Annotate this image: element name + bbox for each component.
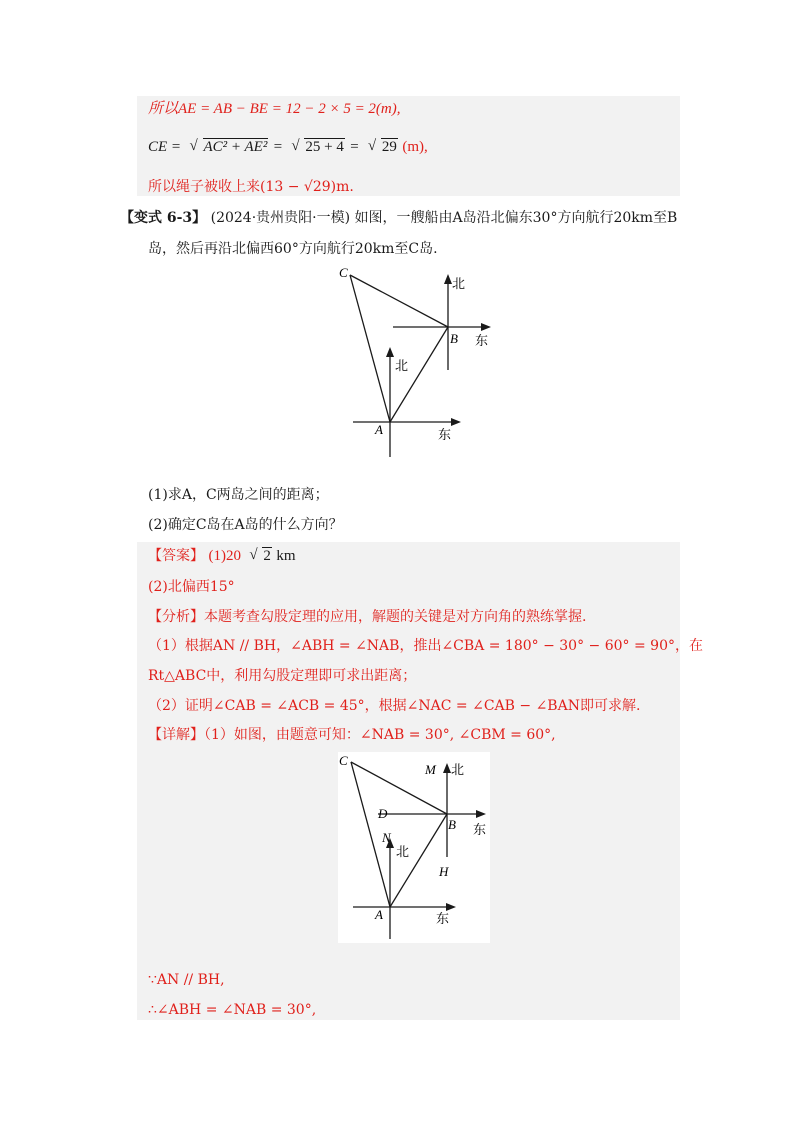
analysis-line-2 [148,636,703,656]
fig2-north-top: 北 [451,762,465,777]
answer-1-unit: km [276,548,296,564]
rope-result: 所以绳子被收上来(13 − √29)m. [148,179,354,195]
analysis-intro: 本题考查勾股定理的应用，解题的关键是对方向角的熟练掌握. [204,609,587,625]
analysis-line-4 [148,696,640,716]
analysis-line-1 [148,607,586,627]
fig2-east-b: 东 [473,822,487,837]
answer-line-1 [148,546,296,566]
sqrt-25-4: √ 25 + 4 [291,138,344,155]
answer-2: (2)北偏西15° [148,579,235,595]
fig1-label-b: B [450,331,458,346]
fig1-north-b: 北 [452,276,466,291]
arrow-a-east2 [446,903,456,911]
problem-line-2 [148,239,438,259]
detail-label: 【详解】 [148,727,204,743]
problem-source: (2024·贵州贵阳·一模) [210,210,351,226]
arrow-m-north [443,763,451,773]
detail-text-1: （1）如图，由题意可知：∠NAB = 30°, ∠CBM = 60°, [204,727,556,743]
fig1-label-c: C [339,265,348,280]
fig2-label-m: M [425,762,436,777]
analysis-p2: （2）证明∠CAB = ∠ACB = 45°，根据∠NAC = ∠CAB − ∠BAN即可求解. [148,698,641,714]
analysis-label: 【分析】 [148,609,204,625]
solution-line-ce [148,137,428,157]
fig2-label-b: B [448,817,456,832]
analysis-p1b: Rt△ABC中，利用勾股定理即可求出距离； [148,668,417,684]
detail-line-2 [148,970,225,990]
answer-1-sqrt: √ 2 [249,547,271,564]
fig1-east-a: 东 [438,427,452,442]
detail-text-3: ∴∠ABH = ∠NAB = 30°, [148,1002,317,1018]
problem-text-2: 岛，然后再沿北偏西60°方向航行20km至C岛. [148,241,438,257]
ae-equation: 所以AE = AB − BE = 12 − 2 × 5 = 2(m), [148,101,401,117]
ce-eq2: = [272,139,283,155]
sqrt-29: √ 29 [367,138,397,155]
segment-ca [350,275,390,422]
fig2-east-a: 东 [436,911,450,926]
detail-text-2: ∵AN // BH, [148,972,225,988]
arrow-b-north [444,274,452,284]
detail-line-1 [148,725,556,745]
problem-line-1 [120,208,677,228]
fig1-north-a: 北 [395,358,409,373]
arrow-a-north [386,347,394,357]
fig2-label-n: N [382,830,391,845]
ce-eq3: = [349,139,360,155]
question-2: (2)确定C岛在A岛的什么方向？ [148,517,343,533]
fig2-label-h: H [439,864,449,879]
figure-1-diagram [335,262,505,462]
detail-line-3 [148,1000,316,1020]
fig2-north-a: 北 [396,844,410,859]
fig2-label-c: C [339,753,348,768]
solution-line-ae [148,99,401,119]
fig1-label-a: A [375,422,383,437]
problem-tag: 【变式 6-3】 [120,210,207,226]
sqrt-ac-ae: √ AC² + AE² [189,138,268,155]
answer-label: 【答案】 [148,548,204,564]
arrow-b-east2 [476,810,486,818]
analysis-line-3 [148,666,416,686]
arrow-a-east [451,418,461,426]
ce-unit: (m), [402,139,428,155]
answer-1-prefix: (1)20 [208,548,241,564]
figure-2-diagram [338,752,490,943]
fig2-label-a: A [375,907,383,922]
ce-lhs: CE = [148,139,182,155]
segment-ba [390,327,448,422]
solution-line-rope [148,177,354,197]
answer-line-2 [148,577,235,597]
analysis-p1a: （1）根据AN // BH，∠ABH = ∠NAB，推出∠CBA = 180° − 30° − 60° = 90°，在 [148,638,703,654]
fig2-label-d: D [378,806,388,821]
fig1-east-b: 东 [475,333,489,348]
question-1: (1)求A，C两岛之间的距离； [148,487,329,503]
seg-ba [390,814,447,907]
segment-cb [350,275,448,327]
arrow-b-east [481,323,491,331]
problem-text-1: 如图，一艘船由A岛沿北偏东30°方向航行20km至B [354,210,678,226]
